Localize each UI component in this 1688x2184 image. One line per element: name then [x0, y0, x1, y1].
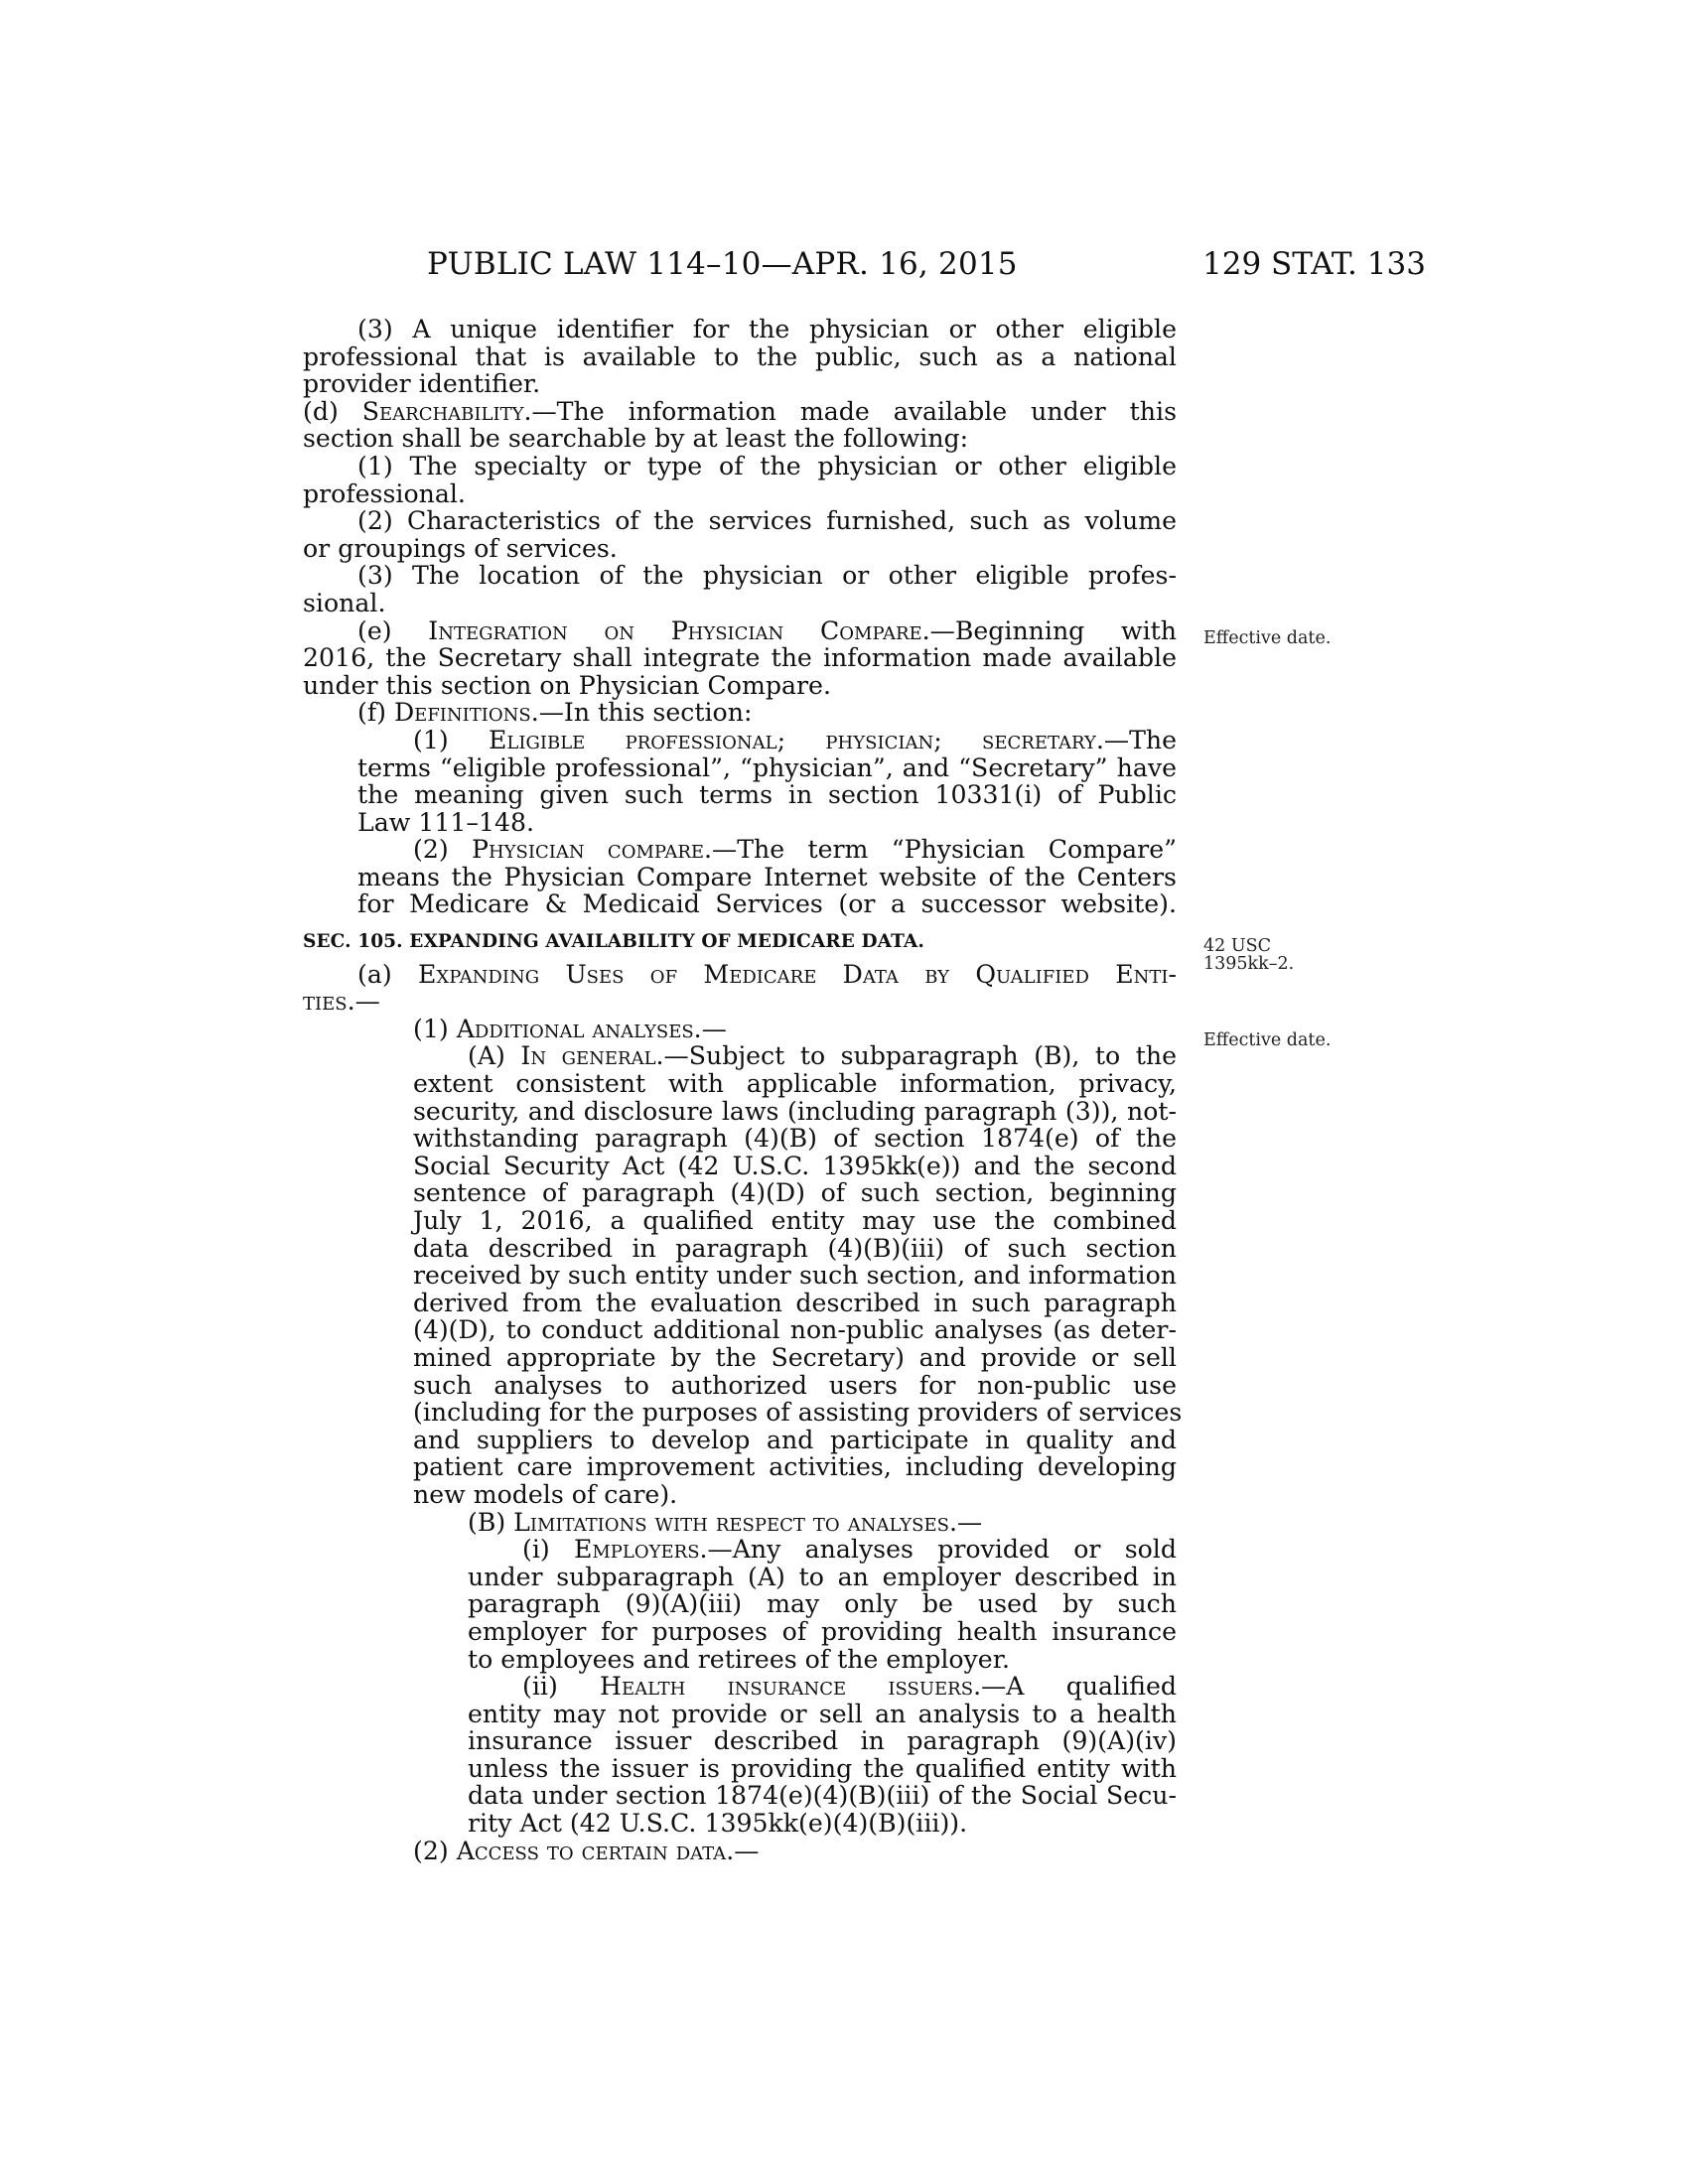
text-line: means the Physician Compare Internet website of the Centers — [357, 862, 1177, 891]
margin-note-effective-date: Effective date. — [1203, 628, 1332, 648]
public-law-title: PUBLIC LAW 114–10—APR. 16, 2015 — [427, 246, 1018, 282]
clause-i-heading-line: (i) Employers.—Any analyses provided or sold — [522, 1535, 1177, 1565]
subparagraph-heading: Limitations with respect to analyses — [513, 1507, 949, 1537]
subsection-d-heading-line: (d) Searchability.—The information made available under this — [303, 396, 1177, 426]
clause-heading: Employers — [573, 1535, 700, 1565]
subparagraph-A-heading-line: (A) In general.—Subject to subparagraph (B), to the — [468, 1041, 1177, 1071]
text-line: data described in paragraph (4)(B)(iii) of such section — [413, 1233, 1177, 1263]
subsection-heading: Definitions — [393, 698, 531, 728]
subsection-f-heading-line: (f) Definitions.—In this section: — [357, 698, 753, 728]
text-line: patient care improvement activities, including developing — [413, 1452, 1177, 1482]
margin-note-effective-date: Effective date. — [1203, 1030, 1332, 1050]
paragraph-1-heading-line: (1) Additional analyses.— — [413, 1014, 727, 1043]
text-line: sentence of paragraph (4)(D) of such section, beginning — [413, 1178, 1177, 1208]
text-line: July 1, 2016, a qualified entity may use the combined — [413, 1206, 1177, 1235]
text-line: (3) A unique identifier for the physician or other eligible — [357, 315, 1177, 343]
paragraph-heading: Access to certain data — [456, 1836, 727, 1865]
text-line: extent consistent with applicable information, privacy, — [413, 1069, 1177, 1099]
paragraph-2-heading-line: (2) Access to certain data.— — [413, 1836, 760, 1865]
text-line: paragraph (9)(A)(iii) may only be used by such — [468, 1589, 1177, 1619]
text-line: (4)(D), to conduct additional non-public analyses (as deter- — [413, 1315, 1177, 1345]
definition-1-heading-line: (1) Eligible professional; physician; secretary.—The — [413, 725, 1177, 754]
text-line: or groupings of services. — [303, 533, 618, 563]
statute-body — [303, 315, 1183, 1865]
text-line: professional. — [303, 478, 466, 508]
definition-2-heading-line: (2) Physician compare.—The term “Physician Compare” — [413, 835, 1177, 865]
clause-heading: Health insurance issuers — [600, 1672, 974, 1702]
text-line: (including for the purposes of assisting providers of services — [413, 1398, 1183, 1428]
text-line: received by such entity under such section, and information — [413, 1261, 1177, 1291]
text-line: new models of care). — [413, 1479, 678, 1509]
text-line: withstanding paragraph (4)(B) of section 1874(e) of the — [413, 1124, 1177, 1154]
text-line: section shall be searchable by at least the following: — [303, 424, 969, 454]
text-line: entity may not provide or sell an analysis to a health — [468, 1699, 1177, 1728]
margin-note-usc-citation-line2: 1395kk–2. — [1203, 954, 1295, 974]
section-105-heading: SEC. 105. EXPANDING AVAILABILITY OF MEDICARE DATA. — [303, 931, 924, 953]
subsection-a-heading-line-2: ties.— — [303, 987, 380, 1017]
text-line: provider identifier. — [303, 369, 541, 399]
subparagraph-B-heading-line: (B) Limitations with respect to analyses.— — [468, 1507, 983, 1537]
stat-page-number: 129 STAT. 133 — [1202, 246, 1426, 282]
margin-note-usc-citation-line1: 42 USC — [1203, 936, 1271, 956]
text-line: sional. — [303, 588, 386, 617]
subsection-heading: Expanding Uses of Medicare Data by Qualified Enti- — [418, 959, 1177, 989]
text-line: Social Security Act (42 U.S.C. 1395kk(e)) and the second — [413, 1151, 1177, 1180]
subsection-heading: Integration on Physician Compare — [428, 615, 922, 645]
paragraph-heading: Physician compare — [472, 835, 705, 865]
text-line: unless the issuer is providing the qualified entity with — [468, 1753, 1177, 1783]
text-line: to employees and retirees of the employer. — [468, 1644, 1010, 1674]
text-line: under this section on Physician Compare. — [303, 670, 831, 700]
text-line: insurance issuer described in paragraph (9)(A)(iv) — [468, 1726, 1177, 1756]
subparagraph-heading: In general — [520, 1041, 656, 1071]
text-line: (3) The location of the physician or other eligible profes- — [357, 561, 1177, 591]
text-line: Law 111–148. — [357, 807, 535, 837]
running-head — [0, 246, 1688, 286]
text-line: terms “eligible professional”, “physician”, and “Secretary” have — [357, 752, 1177, 782]
text-line: 2016, the Secretary shall integrate the information made available — [303, 643, 1177, 673]
paragraph-heading: Eligible professional; physician; secretary — [489, 725, 1096, 754]
paragraph-heading: Additional analyses — [456, 1014, 694, 1043]
text-line: security, and disclosure laws (including paragraph (3)), not- — [413, 1096, 1177, 1126]
text-line: (2) Characteristics of the services furnished, such as volume — [357, 506, 1177, 536]
text-line: (1) The specialty or type of the physician or other eligible — [357, 451, 1177, 480]
text-line: and suppliers to develop and participate in quality and — [413, 1425, 1177, 1454]
text-line: employer for purposes of providing health insurance — [468, 1616, 1177, 1646]
text-line: professional that is available to the public, such as a national — [303, 341, 1177, 371]
text-line: mined appropriate by the Secretary) and provide or sell — [413, 1342, 1177, 1372]
text-line: derived from the evaluation described in such paragraph — [413, 1288, 1177, 1317]
text-line: under subparagraph (A) to an employer described in — [468, 1562, 1177, 1591]
text-line: data under section 1874(e)(4)(B)(iii) of the Social Secu- — [468, 1781, 1177, 1811]
text-line: for Medicare & Medicaid Services (or a successor website). — [357, 889, 1177, 919]
text-line: rity Act (42 U.S.C. 1395kk(e)(4)(B)(iii)). — [468, 1809, 968, 1839]
subsection-e-heading-line: (e) Integration on Physician Compare.—Beginning with — [357, 615, 1177, 645]
text-line: such analyses to authorized users for non-public use — [413, 1370, 1177, 1400]
clause-ii-heading-line: (ii) Health insurance issuers.—A qualified — [522, 1672, 1178, 1702]
subsection-a-heading-line: (a) Expanding Uses of Medicare Data by Qualified Enti- — [357, 959, 1177, 989]
text-line: the meaning given such terms in section 10331(i) of Public — [357, 780, 1177, 810]
subsection-heading: Searchability — [361, 396, 524, 426]
